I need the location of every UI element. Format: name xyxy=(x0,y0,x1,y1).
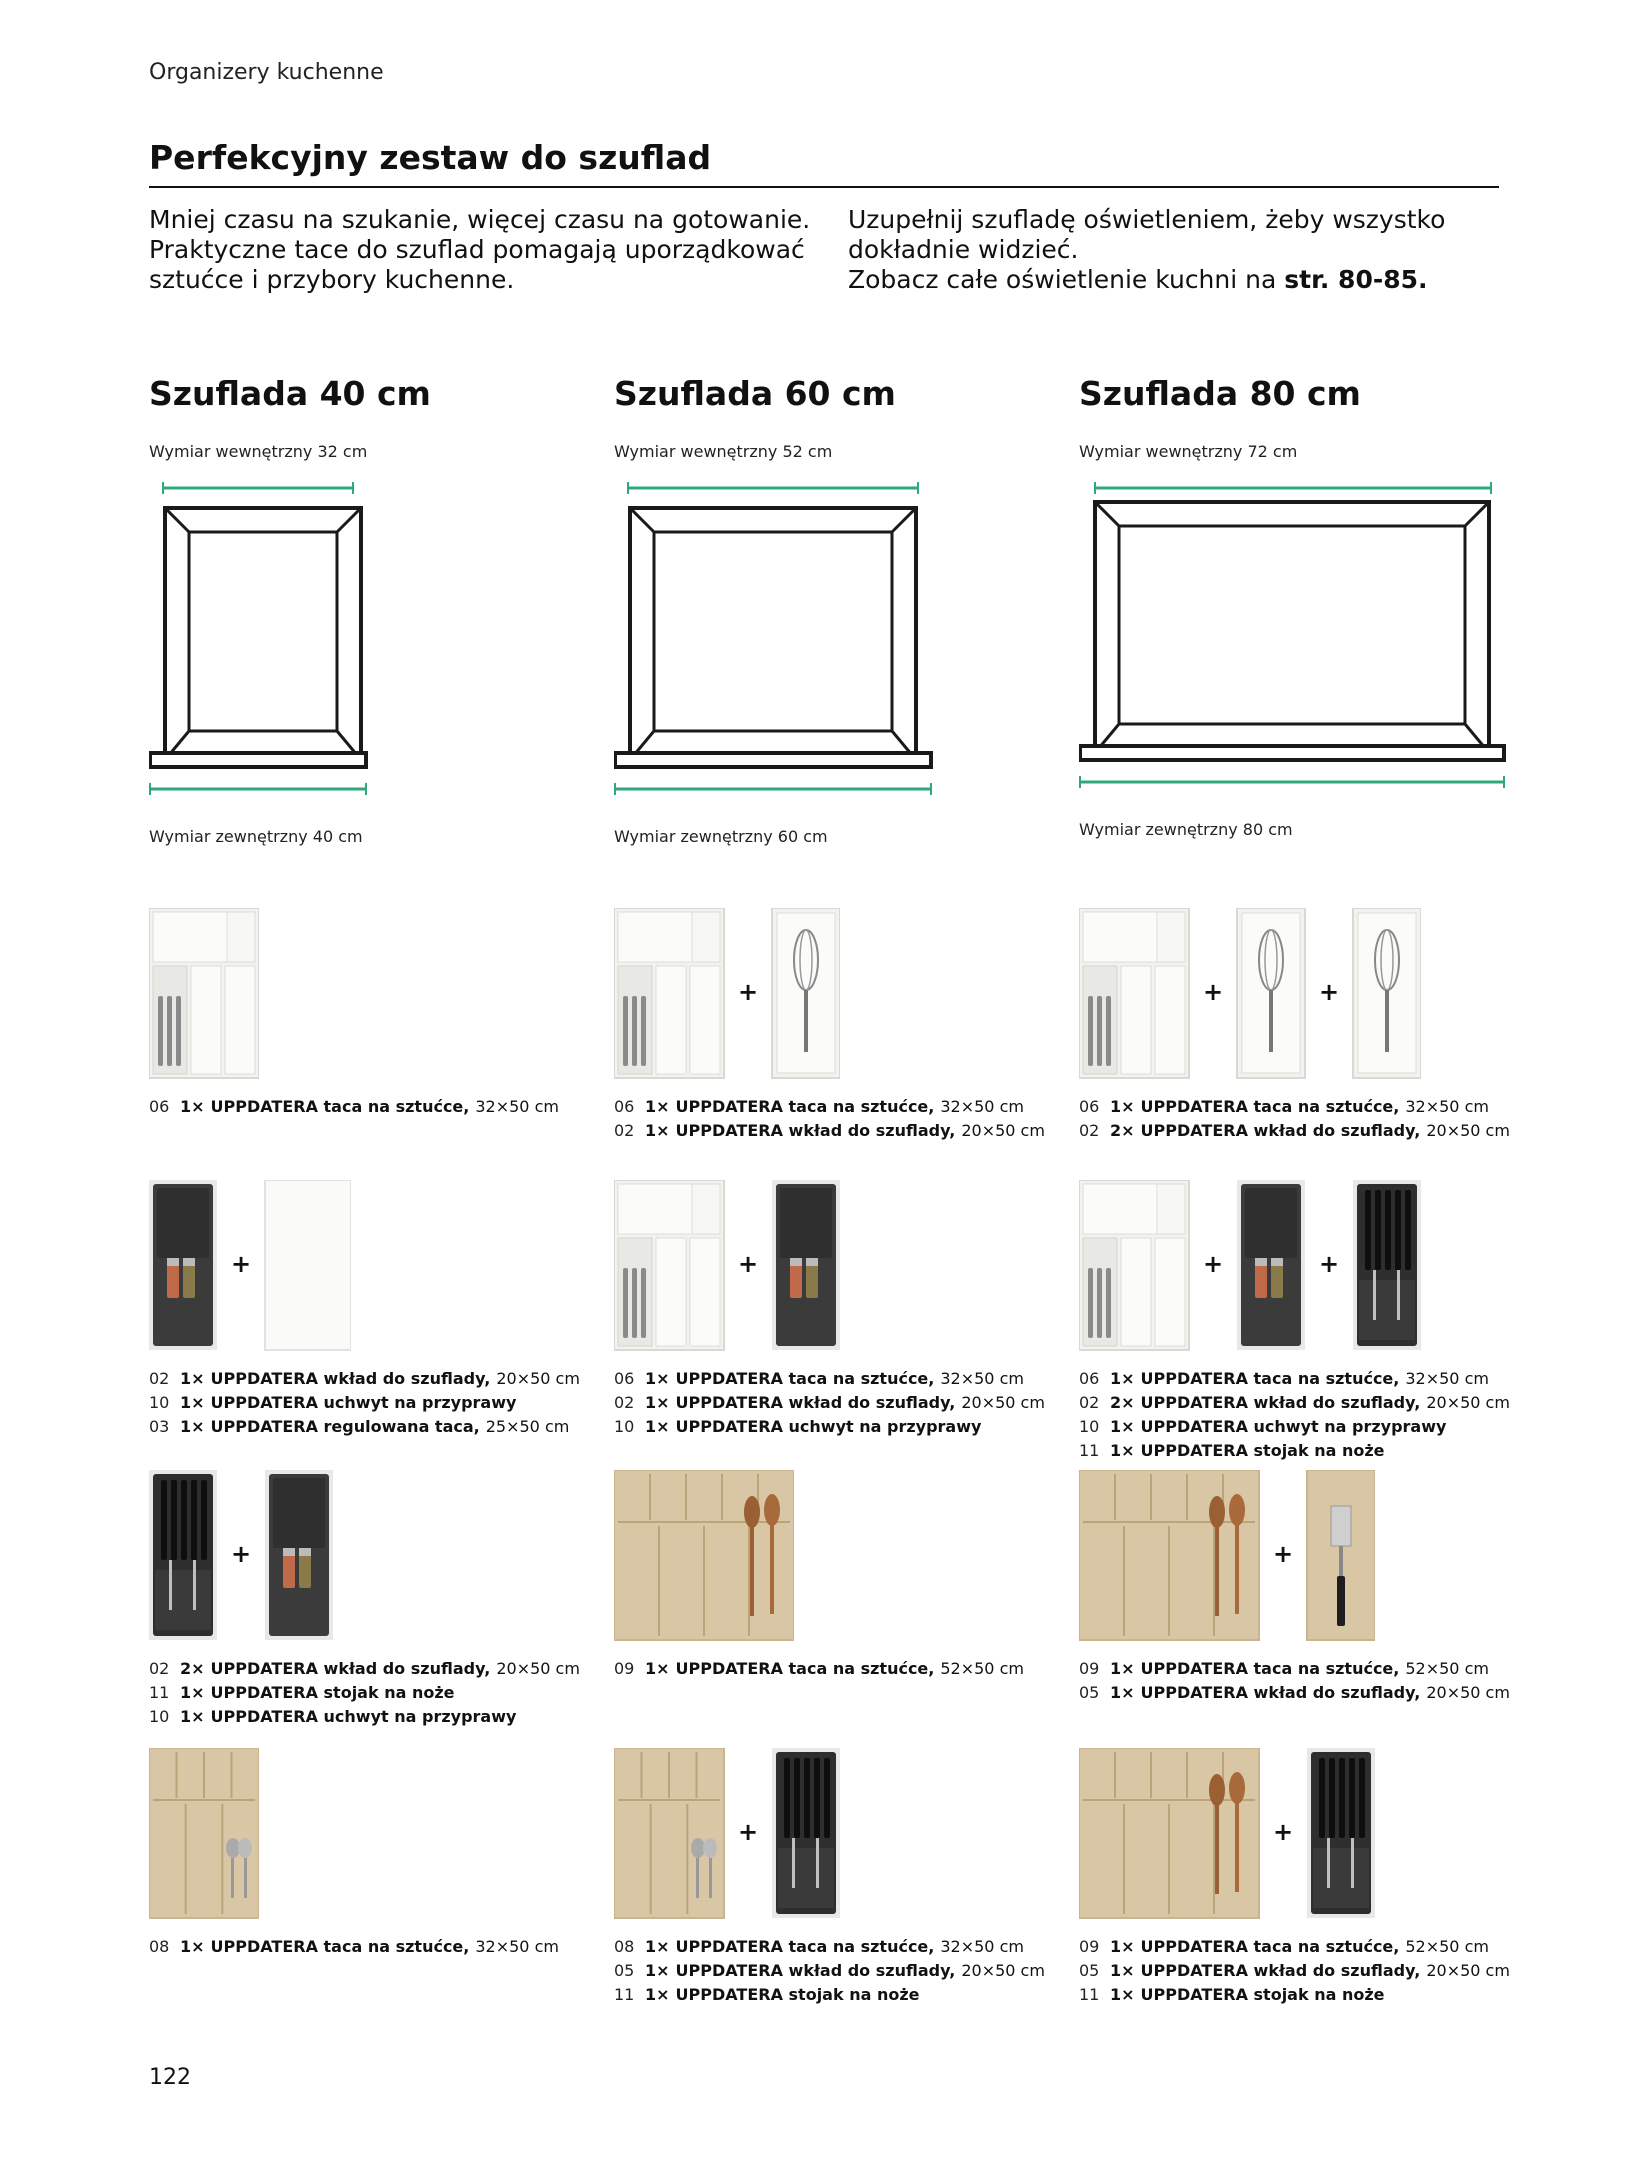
product-quantity: 1× xyxy=(645,1985,670,2004)
product-number: 11 xyxy=(1079,1985,1100,2004)
product-number: 03 xyxy=(149,1417,170,1436)
product-number: 02 xyxy=(149,1659,170,1678)
product-name: UPPDATERA taca na sztućce, xyxy=(675,1097,935,1116)
white-whisk-insert-image xyxy=(1237,908,1305,1078)
product-number: 02 xyxy=(1079,1393,1100,1412)
product-spec-line xyxy=(1079,1657,1539,1681)
product-number: 05 xyxy=(614,1961,635,1980)
product-quantity: 1× xyxy=(645,1121,670,1140)
product-name: UPPDATERA uchwyt na przyprawy xyxy=(675,1417,982,1436)
product-size: 25×50 cm xyxy=(485,1417,570,1436)
product-spec-line xyxy=(1079,1119,1539,1143)
product-size: 20×50 cm xyxy=(496,1369,580,1388)
product-number: 05 xyxy=(1079,1961,1100,1980)
product-number: 09 xyxy=(614,1659,635,1678)
product-images xyxy=(614,908,1074,1083)
plus-sign: + xyxy=(230,1250,252,1278)
product-tiles xyxy=(1079,1470,1375,1642)
product-number: 06 xyxy=(1079,1097,1100,1116)
product-images xyxy=(149,1180,609,1355)
product-name: UPPDATERA taca na sztućce, xyxy=(675,1937,935,1956)
product-quantity: 1× xyxy=(180,1417,205,1436)
product-quantity: 1× xyxy=(180,1707,205,1726)
outer-dimension-line xyxy=(615,783,931,795)
product-name: UPPDATERA wkład do szuflady, xyxy=(210,1659,491,1678)
drawer-column-80 xyxy=(1079,0,1539,2160)
plus-sign: + xyxy=(1272,1818,1294,1846)
section-label: Organizery kuchenne xyxy=(149,60,384,85)
dark-spice-insert-image xyxy=(149,1180,217,1350)
product-size: 20×50 cm xyxy=(961,1961,1045,1980)
product-number: 09 xyxy=(1079,1659,1100,1678)
product-name: UPPDATERA wkład do szuflady, xyxy=(1140,1393,1421,1412)
outer-dimension-label: Wymiar zewnętrzny 80 cm xyxy=(1079,820,1293,839)
plus-sign: + xyxy=(1318,978,1340,1006)
wood-cutlery-tray-wide-image xyxy=(1079,1748,1259,1918)
product-images xyxy=(149,1470,609,1645)
product-quantity: 2× xyxy=(1110,1393,1135,1412)
drawer-frame xyxy=(615,508,931,767)
product-name: UPPDATERA uchwyt na przyprawy xyxy=(1140,1417,1447,1436)
product-spec-line xyxy=(149,1391,609,1415)
dark-knife-holder-image xyxy=(1307,1748,1375,1918)
product-spec-line xyxy=(614,1415,1074,1439)
product-size: 52×50 cm xyxy=(1405,1659,1489,1678)
product-images xyxy=(1079,1180,1539,1355)
inner-dimension-label: Wymiar wewnętrzny 52 cm xyxy=(614,442,833,461)
product-images xyxy=(1079,908,1539,1083)
product-spec-line xyxy=(1079,1391,1539,1415)
product-name: UPPDATERA taca na sztućce, xyxy=(210,1937,470,1956)
inner-dimension-label: Wymiar wewnętrzny 32 cm xyxy=(149,442,368,461)
product-number: 09 xyxy=(1079,1937,1100,1956)
dark-spice-insert-image xyxy=(772,1180,840,1350)
inner-dimension-line xyxy=(628,482,918,494)
product-images xyxy=(1079,1748,1539,1923)
product-number: 08 xyxy=(149,1937,170,1956)
product-spec-list xyxy=(614,1095,1074,1143)
product-combination xyxy=(614,1470,1074,1681)
plus-sign: + xyxy=(1318,1250,1340,1278)
product-spec-line xyxy=(149,1935,609,1959)
product-tiles xyxy=(1079,908,1421,1080)
product-name: UPPDATERA wkład do szuflady, xyxy=(1140,1683,1421,1702)
product-images xyxy=(614,1470,1074,1645)
product-combination xyxy=(1079,1470,1539,1705)
product-spec-line xyxy=(614,1657,1074,1681)
product-combination xyxy=(149,908,609,1119)
product-size: 32×50 cm xyxy=(475,1097,559,1116)
inner-dimension-line xyxy=(1095,482,1491,494)
product-size: 20×50 cm xyxy=(1426,1961,1510,1980)
product-name: UPPDATERA stojak na noże xyxy=(1140,1985,1385,2004)
product-spec-list xyxy=(149,1095,609,1119)
product-spec-line xyxy=(149,1657,609,1681)
product-number: 02 xyxy=(614,1393,635,1412)
product-images xyxy=(614,1180,1074,1355)
white-cutlery-tray-image xyxy=(614,908,724,1078)
product-quantity: 2× xyxy=(1110,1121,1135,1140)
drawer-diagram xyxy=(149,470,379,810)
product-spec-line xyxy=(1079,1367,1539,1391)
wood-spatula-insert-image xyxy=(1307,1470,1375,1640)
dark-knife-holder-image xyxy=(772,1748,840,1918)
product-spec-line xyxy=(1079,1415,1539,1439)
white-cutlery-tray-image xyxy=(149,908,259,1078)
product-number: 10 xyxy=(149,1393,170,1412)
product-size: 52×50 cm xyxy=(940,1659,1024,1678)
product-number: 06 xyxy=(149,1097,170,1116)
product-size: 32×50 cm xyxy=(1405,1369,1489,1388)
dark-spice-insert-image xyxy=(1237,1180,1305,1350)
product-tiles xyxy=(149,1470,333,1642)
drawer-frame xyxy=(150,508,366,767)
product-tiles xyxy=(614,1748,840,1920)
product-spec-line xyxy=(614,1367,1074,1391)
product-combination xyxy=(614,1748,1074,2007)
outer-dimension-label: Wymiar zewnętrzny 40 cm xyxy=(149,827,363,846)
product-quantity: 1× xyxy=(180,1683,205,1702)
product-spec-line xyxy=(614,1119,1074,1143)
product-number: 11 xyxy=(614,1985,635,2004)
product-quantity: 1× xyxy=(1110,1961,1135,1980)
white-cutlery-tray-image xyxy=(614,1180,724,1350)
plus-sign: + xyxy=(1202,978,1224,1006)
product-quantity: 1× xyxy=(1110,1683,1135,1702)
intro-right-line: dokładnie widzieć. xyxy=(848,235,1079,264)
product-tiles xyxy=(1079,1748,1375,1920)
product-quantity: 2× xyxy=(180,1659,205,1678)
white-whisk-insert-image xyxy=(772,908,840,1078)
intro-left-line: Praktyczne tace do szuflad pomagają uporządkować xyxy=(149,235,805,264)
wood-cutlery-tray-wide-image xyxy=(1079,1470,1259,1640)
product-tiles xyxy=(1079,1180,1421,1352)
wood-cutlery-tray-wide-image xyxy=(614,1470,794,1640)
dark-spice-insert-image xyxy=(265,1470,333,1640)
product-spec-list xyxy=(614,1935,1074,2007)
product-combination xyxy=(1079,1748,1539,2007)
drawer-heading: Szuflada 40 cm xyxy=(149,374,431,413)
wood-cutlery-tray-small-image xyxy=(614,1748,724,1918)
white-whisk-insert-image xyxy=(1353,908,1421,1078)
product-name: UPPDATERA taca na sztućce, xyxy=(1140,1937,1400,1956)
product-name: UPPDATERA regulowana taca, xyxy=(210,1417,480,1436)
product-spec-line xyxy=(1079,1983,1539,2007)
product-tiles xyxy=(614,908,840,1080)
plus-sign: + xyxy=(737,1818,759,1846)
product-number: 06 xyxy=(614,1097,635,1116)
product-number: 02 xyxy=(1079,1121,1100,1140)
product-spec-line xyxy=(1079,1439,1539,1463)
product-tiles xyxy=(614,1470,794,1642)
product-quantity: 1× xyxy=(1110,1659,1135,1678)
drawer-diagram xyxy=(1079,470,1509,810)
product-spec-line xyxy=(149,1681,609,1705)
plus-sign: + xyxy=(737,1250,759,1278)
inner-dimension-line xyxy=(163,482,353,494)
product-number: 05 xyxy=(1079,1683,1100,1702)
product-spec-line xyxy=(1079,1959,1539,1983)
product-size: 20×50 cm xyxy=(1426,1683,1510,1702)
product-quantity: 1× xyxy=(645,1369,670,1388)
product-quantity: 1× xyxy=(180,1937,205,1956)
white-cutlery-tray-image xyxy=(1079,908,1189,1078)
product-combination xyxy=(614,908,1074,1143)
product-images xyxy=(149,1748,609,1923)
product-spec-line xyxy=(149,1095,609,1119)
white-cutlery-tray-image xyxy=(1079,1180,1189,1350)
product-quantity: 1× xyxy=(1110,1937,1135,1956)
product-number: 02 xyxy=(614,1121,635,1140)
intro-ref-text: Zobacz całe oświetlenie kuchni na xyxy=(848,265,1285,294)
product-combination xyxy=(149,1748,609,1959)
product-size: 32×50 cm xyxy=(1405,1097,1489,1116)
product-number: 10 xyxy=(614,1417,635,1436)
product-name: UPPDATERA stojak na noże xyxy=(210,1683,455,1702)
product-size: 32×50 cm xyxy=(940,1369,1024,1388)
product-name: UPPDATERA taca na sztućce, xyxy=(1140,1659,1400,1678)
product-spec-list xyxy=(1079,1657,1539,1705)
drawer-heading: Szuflada 80 cm xyxy=(1079,374,1361,413)
product-number: 10 xyxy=(1079,1417,1100,1436)
product-quantity: 1× xyxy=(180,1097,205,1116)
product-size: 20×50 cm xyxy=(1426,1393,1510,1412)
product-spec-list xyxy=(614,1367,1074,1439)
product-quantity: 1× xyxy=(645,1393,670,1412)
product-name: UPPDATERA taca na sztućce, xyxy=(675,1369,935,1388)
product-combination xyxy=(614,1180,1074,1439)
plus-sign: + xyxy=(737,978,759,1006)
product-name: UPPDATERA wkład do szuflady, xyxy=(210,1369,491,1388)
product-spec-line xyxy=(1079,1935,1539,1959)
product-name: UPPDATERA wkład do szuflady, xyxy=(1140,1961,1421,1980)
product-spec-line xyxy=(614,1095,1074,1119)
product-quantity: 1× xyxy=(180,1369,205,1388)
product-name: UPPDATERA taca na sztućce, xyxy=(1140,1369,1400,1388)
product-size: 32×50 cm xyxy=(475,1937,559,1956)
product-spec-list xyxy=(149,1657,609,1729)
product-number: 11 xyxy=(1079,1441,1100,1460)
product-quantity: 1× xyxy=(1110,1441,1135,1460)
outer-dimension-line xyxy=(150,783,366,795)
product-spec-list xyxy=(1079,1095,1539,1143)
product-name: UPPDATERA wkład do szuflady, xyxy=(675,1961,956,1980)
outer-dimension-line xyxy=(1080,776,1504,788)
product-combination xyxy=(149,1180,609,1439)
product-combination xyxy=(1079,908,1539,1143)
product-spec-list xyxy=(149,1935,609,1959)
product-spec-line xyxy=(1079,1681,1539,1705)
product-size: 32×50 cm xyxy=(940,1097,1024,1116)
product-number: 08 xyxy=(614,1937,635,1956)
product-spec-list xyxy=(1079,1935,1539,2007)
product-name: UPPDATERA taca na sztućce, xyxy=(1140,1097,1400,1116)
product-size: 20×50 cm xyxy=(961,1121,1045,1140)
product-spec-line xyxy=(1079,1095,1539,1119)
product-size: 52×50 cm xyxy=(1405,1937,1489,1956)
product-spec-list xyxy=(1079,1367,1539,1463)
product-number: 06 xyxy=(614,1369,635,1388)
product-combination xyxy=(149,1470,609,1729)
product-name: UPPDATERA wkład do szuflady, xyxy=(675,1121,956,1140)
product-name: UPPDATERA stojak na noże xyxy=(675,1985,920,2004)
product-quantity: 1× xyxy=(645,1097,670,1116)
product-images xyxy=(149,908,609,1083)
product-quantity: 1× xyxy=(645,1417,670,1436)
product-name: UPPDATERA stojak na noże xyxy=(1140,1441,1385,1460)
product-tiles xyxy=(614,1180,840,1352)
product-quantity: 1× xyxy=(1110,1985,1135,2004)
product-spec-line xyxy=(614,1983,1074,2007)
intro-left-line: sztućce i przybory kuchenne. xyxy=(149,265,515,294)
product-quantity: 1× xyxy=(645,1659,670,1678)
product-size: 20×50 cm xyxy=(496,1659,580,1678)
plus-sign: + xyxy=(1272,1540,1294,1568)
product-name: UPPDATERA taca na sztućce, xyxy=(675,1659,935,1678)
product-quantity: 1× xyxy=(645,1961,670,1980)
product-spec-line xyxy=(614,1391,1074,1415)
intro-ref-pages: str. 80-85. xyxy=(1284,265,1428,294)
page-number: 122 xyxy=(149,2065,191,2090)
product-spec-line xyxy=(614,1935,1074,1959)
product-quantity: 1× xyxy=(645,1937,670,1956)
product-spec-line xyxy=(614,1959,1074,1983)
product-quantity: 1× xyxy=(1110,1417,1135,1436)
product-tiles xyxy=(149,1748,259,1920)
drawer-diagram xyxy=(614,470,934,810)
product-spec-line xyxy=(149,1705,609,1729)
intro-left-line: Mniej czasu na szukanie, więcej czasu na gotowanie. xyxy=(149,205,811,234)
intro-right-line: Uzupełnij szufladę oświetleniem, żeby wszystko xyxy=(848,205,1446,234)
product-size: 32×50 cm xyxy=(940,1937,1024,1956)
product-name: UPPDATERA taca na sztućce, xyxy=(210,1097,470,1116)
dark-knife-holder-image xyxy=(149,1470,217,1640)
drawer-heading: Szuflada 60 cm xyxy=(614,374,896,413)
product-size: 20×50 cm xyxy=(961,1393,1045,1412)
plus-sign: + xyxy=(1202,1250,1224,1278)
inner-dimension-label: Wymiar wewnętrzny 72 cm xyxy=(1079,442,1298,461)
product-images xyxy=(614,1748,1074,1923)
page-title: Perfekcyjny zestaw do szuflad xyxy=(149,138,712,177)
drawer-column-60 xyxy=(614,0,1074,2160)
product-size: 20×50 cm xyxy=(1426,1121,1510,1140)
product-quantity: 1× xyxy=(180,1393,205,1412)
product-name: UPPDATERA wkład do szuflady, xyxy=(1140,1121,1421,1140)
dark-knife-holder-image xyxy=(1353,1180,1421,1350)
product-quantity: 1× xyxy=(1110,1369,1135,1388)
product-spec-line xyxy=(149,1415,609,1439)
white-adjustable-tray-image xyxy=(265,1180,351,1350)
product-combination xyxy=(1079,1180,1539,1463)
outer-dimension-label: Wymiar zewnętrzny 60 cm xyxy=(614,827,828,846)
plus-sign: + xyxy=(230,1540,252,1568)
product-number: 06 xyxy=(1079,1369,1100,1388)
product-tiles xyxy=(149,1180,351,1352)
product-number: 10 xyxy=(149,1707,170,1726)
product-tiles xyxy=(149,908,259,1080)
product-quantity: 1× xyxy=(1110,1097,1135,1116)
product-images xyxy=(1079,1470,1539,1645)
product-spec-list xyxy=(614,1657,1074,1681)
product-name: UPPDATERA uchwyt na przyprawy xyxy=(210,1393,517,1412)
product-name: UPPDATERA wkład do szuflady, xyxy=(675,1393,956,1412)
product-number: 02 xyxy=(149,1369,170,1388)
wood-cutlery-tray-small-image xyxy=(149,1748,259,1918)
drawer-frame xyxy=(1080,502,1504,760)
product-spec-list xyxy=(149,1367,609,1439)
product-number: 11 xyxy=(149,1683,170,1702)
product-name: UPPDATERA uchwyt na przyprawy xyxy=(210,1707,517,1726)
product-spec-line xyxy=(149,1367,609,1391)
drawer-column-40 xyxy=(149,0,609,2160)
